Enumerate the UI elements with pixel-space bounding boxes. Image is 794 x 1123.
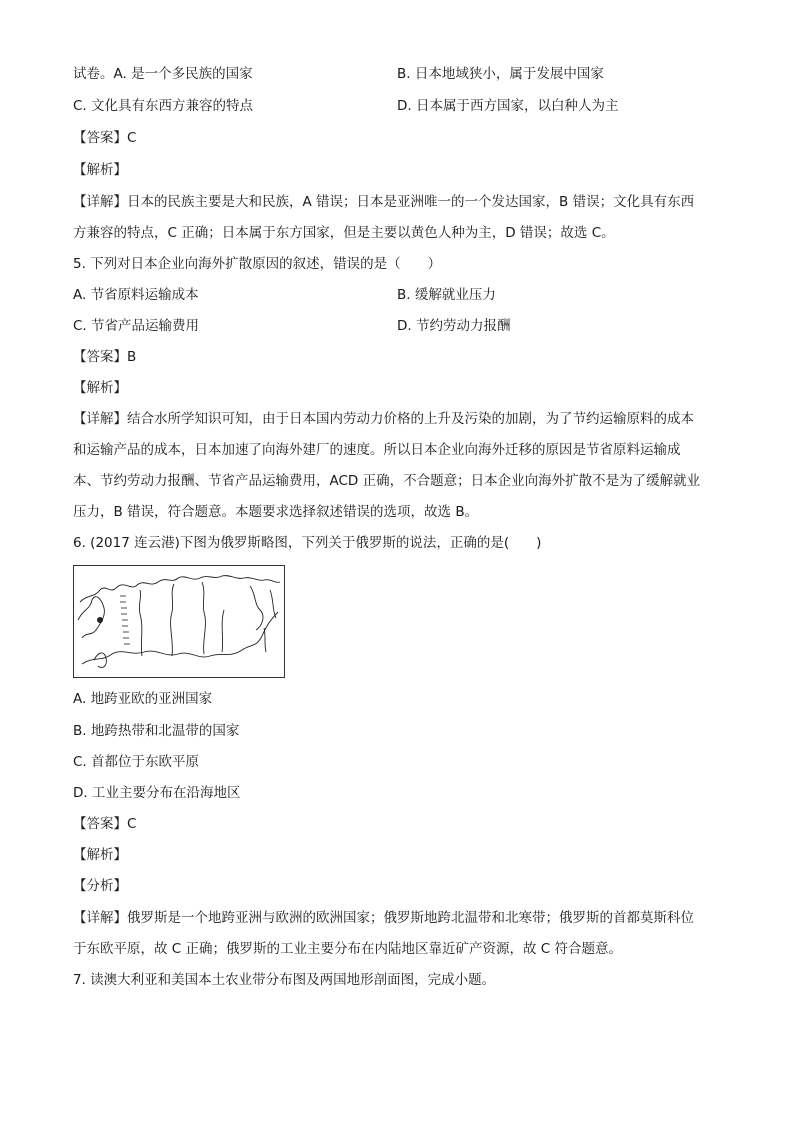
q5-detail-line-1: 【详解】结合水所学知识可知，由于日本国内劳动力价格的上升及污染的加剧，为了节约运输原料的成本	[73, 411, 694, 427]
q5-option-c: C. 节省产品运输费用	[73, 318, 200, 334]
q5-option-d: D. 节约劳动力报酬	[397, 318, 511, 334]
q6-option-c: C. 首都位于东欧平原	[73, 754, 200, 770]
q5-detail-line-4: 压力，B 错误，符合题意。本题要求选择叙述错误的选项，故选 B。	[73, 504, 479, 520]
map-river-3	[202, 582, 205, 654]
q5-answer: 【答案】B	[73, 349, 137, 365]
map-ural-mountains	[120, 596, 130, 644]
q5-detail-line-2: 和运输产品的成本，日本加速了向海外建厂的速度。所以日本企业向海外迁移的原因是节省原料运输成	[73, 442, 681, 458]
q7-stem: 7. 读澳大利亚和美国本土农业带分布图及两国地形剖面图，完成小题。	[73, 972, 496, 988]
map-river-1	[139, 590, 142, 656]
map-river-4	[222, 610, 224, 652]
q6-option-a: A. 地跨亚欧的亚洲国家	[73, 691, 213, 707]
q6-stem: 6. (2017 连云港)下图为俄罗斯略图，下列关于俄罗斯的说法，正确的是( )	[73, 535, 542, 551]
map-caspian	[94, 653, 106, 668]
q4-option-a: 试卷。A. 是一个多民族的国家	[73, 66, 253, 82]
q4-analysis: 【解析】	[73, 162, 127, 178]
q6-analysis-section: 【分析】	[73, 878, 127, 894]
q6-detail-line-2: 于东欧平原，故 C 正确；俄罗斯的工业主要分布在内陆地区靠近矿产资源，故 C 符合题意。	[73, 941, 623, 957]
q5-detail-line-3: 本、节约劳动力报酬、节省产品运输费用，ACD 正确，不合题意；日本企业向海外扩散不是为了缓解就业	[73, 473, 701, 489]
q5-analysis: 【解析】	[73, 380, 127, 396]
russia-map-figure	[73, 565, 285, 678]
map-northern-coastline	[80, 576, 280, 602]
q6-option-d: D. 工业主要分布在沿海地区	[73, 785, 241, 801]
q5-option-b: B. 缓解就业压力	[397, 287, 496, 303]
q4-option-b: B. 日本地域狭小，属于发展中国家	[397, 66, 604, 82]
q6-option-b: B. 地跨热带和北温带的国家	[73, 723, 240, 739]
russia-map-drawing	[74, 566, 284, 677]
q5-stem: 5. 下列对日本企业向海外扩散原因的叙述，错误的是（ ）	[73, 256, 442, 272]
map-sakhalin	[264, 628, 266, 652]
q4-answer: 【答案】C	[73, 130, 137, 146]
map-river-2	[171, 584, 174, 656]
map-east-coast	[250, 586, 276, 630]
q5-option-a: A. 节省原料运输成本	[73, 287, 199, 303]
q4-detail-line-1: 【详解】日本的民族主要是大和民族，A 错误；日本是亚洲唯一的一个发达国家，B 错误；文化具有东西	[73, 194, 695, 210]
q6-answer: 【答案】C	[73, 816, 137, 832]
q6-analysis: 【解析】	[73, 847, 127, 863]
q4-option-d: D. 日本属于西方国家，以白种人为主	[397, 98, 619, 114]
q6-detail-line-1: 【详解】俄罗斯是一个地跨亚洲与欧洲的欧洲国家；俄罗斯地跨北温带和北寒带；俄罗斯的首都莫斯科位	[73, 910, 694, 926]
map-southern-boundary	[82, 612, 278, 664]
q4-option-c: C. 文化具有东西方兼容的特点	[73, 98, 254, 114]
map-capital-dot	[97, 617, 103, 623]
q4-detail-line-2: 方兼容的特点，C 正确；日本属于东方国家，但是主要以黄色人种为主，D 错误；故选 C。	[73, 225, 615, 241]
